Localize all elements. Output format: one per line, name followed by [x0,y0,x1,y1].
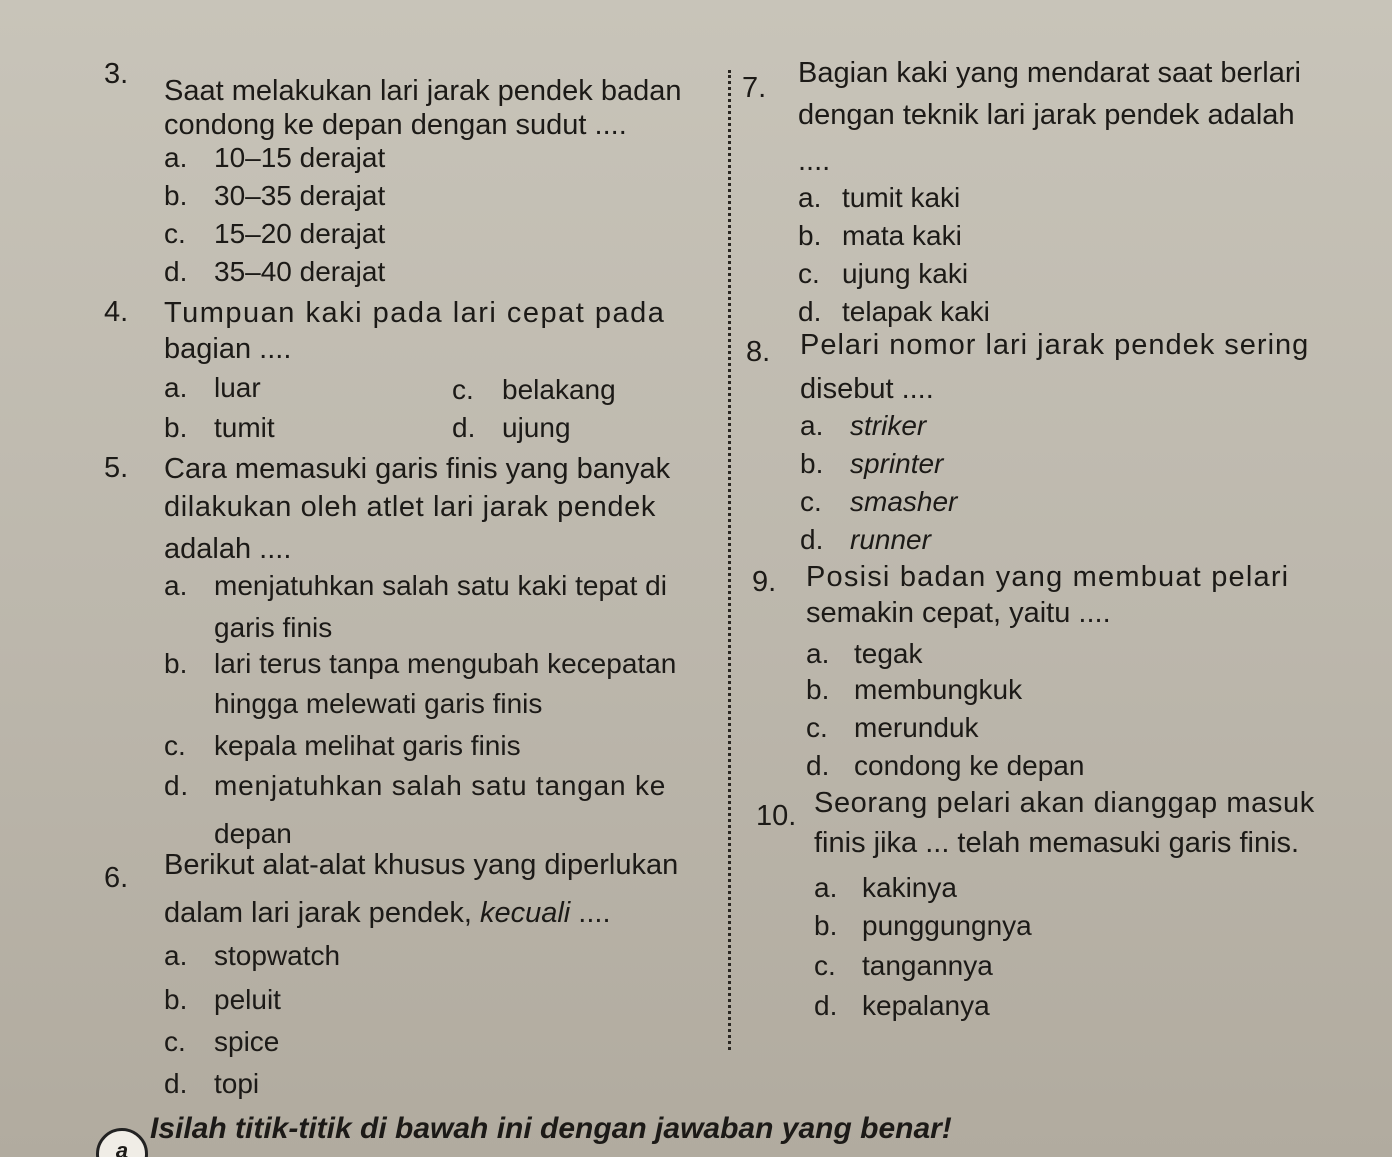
option: c. tangannya [814,950,993,981]
question-text: disebut .... [800,373,934,405]
option: a. stopwatch [164,940,341,971]
option-continuation: hingga melewati garis finis [214,688,543,719]
question-text: .... [798,145,831,177]
question-text: adalah .... [164,533,292,565]
option: b. 30–35 derajat [164,180,386,211]
question-text: Seorang pelari akan dianggap masuk [814,787,1315,819]
option: d. runner [800,524,931,555]
option: b. punggungnya [814,910,1032,941]
question-number: 7. [742,72,767,104]
option: c. spice [164,1026,280,1057]
option: a. striker [800,410,927,441]
section-instruction: Isilah titik-titik di bawah ini dengan jawaban yang benar! [150,1112,952,1145]
option: b. sprinter [800,448,944,479]
option: b. lari terus tanpa mengubah kecepatan [164,648,677,679]
option: c. smasher [800,486,958,517]
option: c. 15–20 derajat [164,218,386,249]
option: d. menjatuhkan salah satu tangan ke [164,770,667,801]
question-number: 8. [746,336,771,368]
option: a. tumit kaki [798,182,961,213]
question-number: 10. [756,800,797,832]
option-continuation: depan [214,818,292,849]
option: b. mata kaki [798,220,962,251]
option: b. tumit [164,412,275,443]
question-number: 3. [104,58,129,90]
question-text: Posisi badan yang membuat pelari [806,561,1290,593]
option: d. ujung [452,412,571,443]
option: d. kepalanya [814,990,990,1021]
question-number: 6. [104,862,129,894]
question-text: finis jika ... telah memasuki garis finis. [814,827,1300,859]
option: d. topi [164,1068,260,1099]
option: d. telapak kaki [798,296,990,327]
option-continuation: garis finis [214,612,333,643]
question-text: condong ke depan dengan sudut .... [164,109,627,141]
option: d. condong ke depan [806,750,1085,781]
question-text: dalam lari jarak pendek, kecuali .... [164,897,611,929]
option: a. kakinya [814,872,957,903]
column-divider [728,70,731,1050]
option: a. 10–15 derajat [164,142,386,173]
question-text: dengan teknik lari jarak pendek adalah [798,99,1295,131]
option: b. peluit [164,984,281,1015]
option: b. membungkuk [806,674,1023,705]
option: c. ujung kaki [798,258,969,289]
question-text: Berikut alat-alat khusus yang diperlukan [164,849,679,881]
option: a. tegak [806,638,923,669]
question-text: Bagian kaki yang mendarat saat berlari [798,57,1301,89]
section-badge: a [96,1128,148,1157]
question-text: Tumpuan kaki pada lari cepat pada [164,297,666,329]
option: c. merunduk [806,712,979,743]
question-text: Cara memasuki garis finis yang banyak [164,453,671,485]
question-text: Pelari nomor lari jarak pendek sering [800,329,1310,361]
question-number: 9. [752,566,777,598]
option: d. 35–40 derajat [164,256,386,287]
question-text: Saat melakukan lari jarak pendek badan [164,75,682,107]
option: c. belakang [452,374,616,405]
question-text: bagian .... [164,333,292,365]
question-number: 4. [104,296,129,328]
option: a. luar [164,372,261,403]
question-number: 5. [104,452,129,484]
option: a. menjatuhkan salah satu kaki tepat di [164,570,667,601]
option: c. kepala melihat garis finis [164,730,521,761]
question-text: semakin cepat, yaitu .... [806,597,1111,629]
question-text: dilakukan oleh atlet lari jarak pendek [164,491,656,523]
